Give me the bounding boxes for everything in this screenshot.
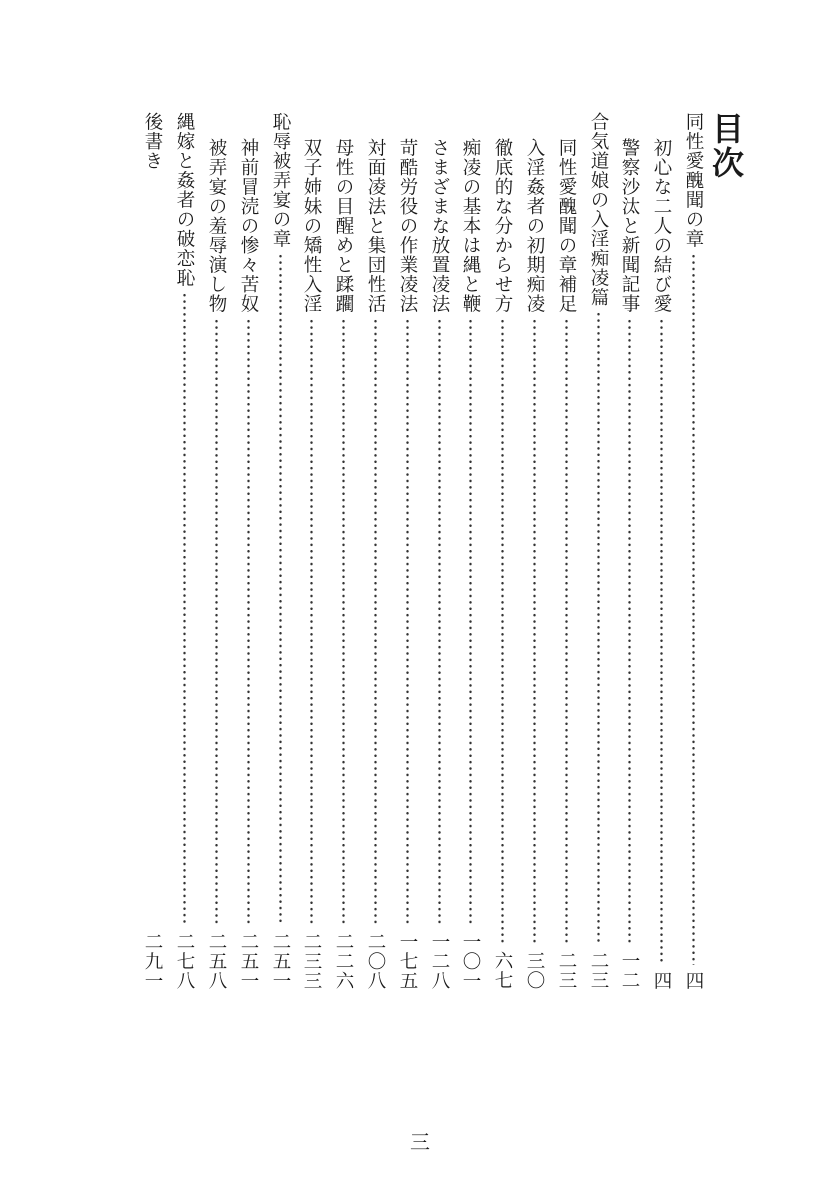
toc-entry[interactable] (267, 112, 293, 990)
entry-title: 合気道娘の入淫痴凌篇 (588, 112, 609, 307)
dot-leader (247, 318, 250, 926)
toc-entry[interactable] (298, 112, 324, 990)
entry-title: 同性愛醜聞の章補足 (556, 138, 577, 314)
toc-entry[interactable] (362, 112, 388, 990)
toc-entry[interactable] (585, 112, 611, 990)
entry-page: 二五八 (206, 931, 227, 990)
page-number: 三 (410, 1130, 430, 1154)
dot-leader (533, 318, 536, 946)
entry-page: 二五一 (270, 931, 291, 990)
entry-page: 二〇八 (365, 931, 386, 990)
entry-page: 四 (683, 970, 704, 990)
dot-leader (501, 318, 504, 946)
dot-leader (469, 318, 472, 926)
dot-leader (342, 318, 345, 926)
toc-entry[interactable] (489, 112, 515, 990)
entry-title: さまざまな放置凌法 (429, 138, 450, 314)
toc-entry[interactable] (457, 112, 483, 990)
entry-title: 神前冒涜の惨々苦奴 (238, 138, 259, 314)
dot-leader (438, 318, 441, 926)
dot-leader (310, 318, 313, 926)
entry-title: 双子姉妹の矯性入淫 (301, 138, 322, 314)
dot-leader (374, 318, 377, 926)
entry-page: 一二 (619, 951, 640, 990)
dot-leader (183, 292, 186, 926)
entry-page: 二三 (556, 951, 577, 990)
entry-title: 母性の目醒めと蹂躙 (333, 138, 354, 314)
entry-title: 初心な二人の結び愛 (651, 138, 672, 314)
entry-page: 二七八 (174, 931, 195, 990)
toc-entry[interactable] (171, 112, 197, 990)
entry-page: 一〇一 (460, 931, 481, 990)
entry-title: 恥辱被弄宴の章 (270, 112, 291, 249)
dot-leader (215, 318, 218, 926)
entry-title: 警察沙汰と新聞記事 (619, 138, 640, 314)
dot-leader (628, 318, 631, 946)
toc-entry[interactable] (203, 112, 229, 990)
entry-page: 二二六 (333, 931, 354, 990)
toc-entry[interactable] (235, 112, 261, 990)
toc-entry[interactable] (553, 112, 579, 990)
entry-page: 六七 (492, 951, 513, 990)
toc-entry[interactable] (680, 112, 706, 990)
dot-leader (660, 318, 663, 965)
entry-page: 二三三 (301, 931, 322, 990)
dot-leader (565, 318, 568, 946)
entry-page: 二五一 (238, 931, 259, 990)
toc-entry[interactable] (426, 112, 452, 990)
dot-leader (279, 253, 282, 926)
toc-entry[interactable] (139, 112, 165, 990)
entry-title: 入淫姦者の初期痴凌 (524, 138, 545, 314)
toc-title: 目次 (707, 112, 745, 180)
entry-page: 一七五 (397, 931, 418, 990)
toc-entry[interactable] (330, 112, 356, 990)
entry-title: 対面凌法と集団性活 (365, 138, 386, 314)
entry-title: 徹底的な分からせ方 (492, 138, 513, 314)
toc-entry[interactable] (616, 112, 642, 990)
entry-page: 三〇 (524, 951, 545, 990)
dot-leader (597, 311, 600, 945)
dot-leader (406, 318, 409, 926)
entry-page: 一二八 (429, 931, 450, 990)
entry-page: 二三 (588, 951, 609, 990)
entry-title: 縄嫁と姦者の破恋恥 (174, 112, 195, 288)
entry-title: 同性愛醜聞の章 (683, 112, 704, 249)
toc-entry[interactable] (521, 112, 547, 990)
dot-leader (692, 253, 695, 965)
dot-leader (151, 175, 154, 926)
entry-title: 苛酷労役の作業凌法 (397, 138, 418, 314)
entry-title: 後書き (142, 112, 163, 171)
toc-entry[interactable] (648, 112, 674, 990)
toc-entry[interactable] (394, 112, 420, 990)
entry-page: 二九一 (142, 931, 163, 990)
entry-page: 四 (651, 970, 672, 990)
entry-title: 被弄宴の羞辱演し物 (206, 138, 227, 314)
entry-title: 痴凌の基本は縄と鞭 (460, 138, 481, 314)
